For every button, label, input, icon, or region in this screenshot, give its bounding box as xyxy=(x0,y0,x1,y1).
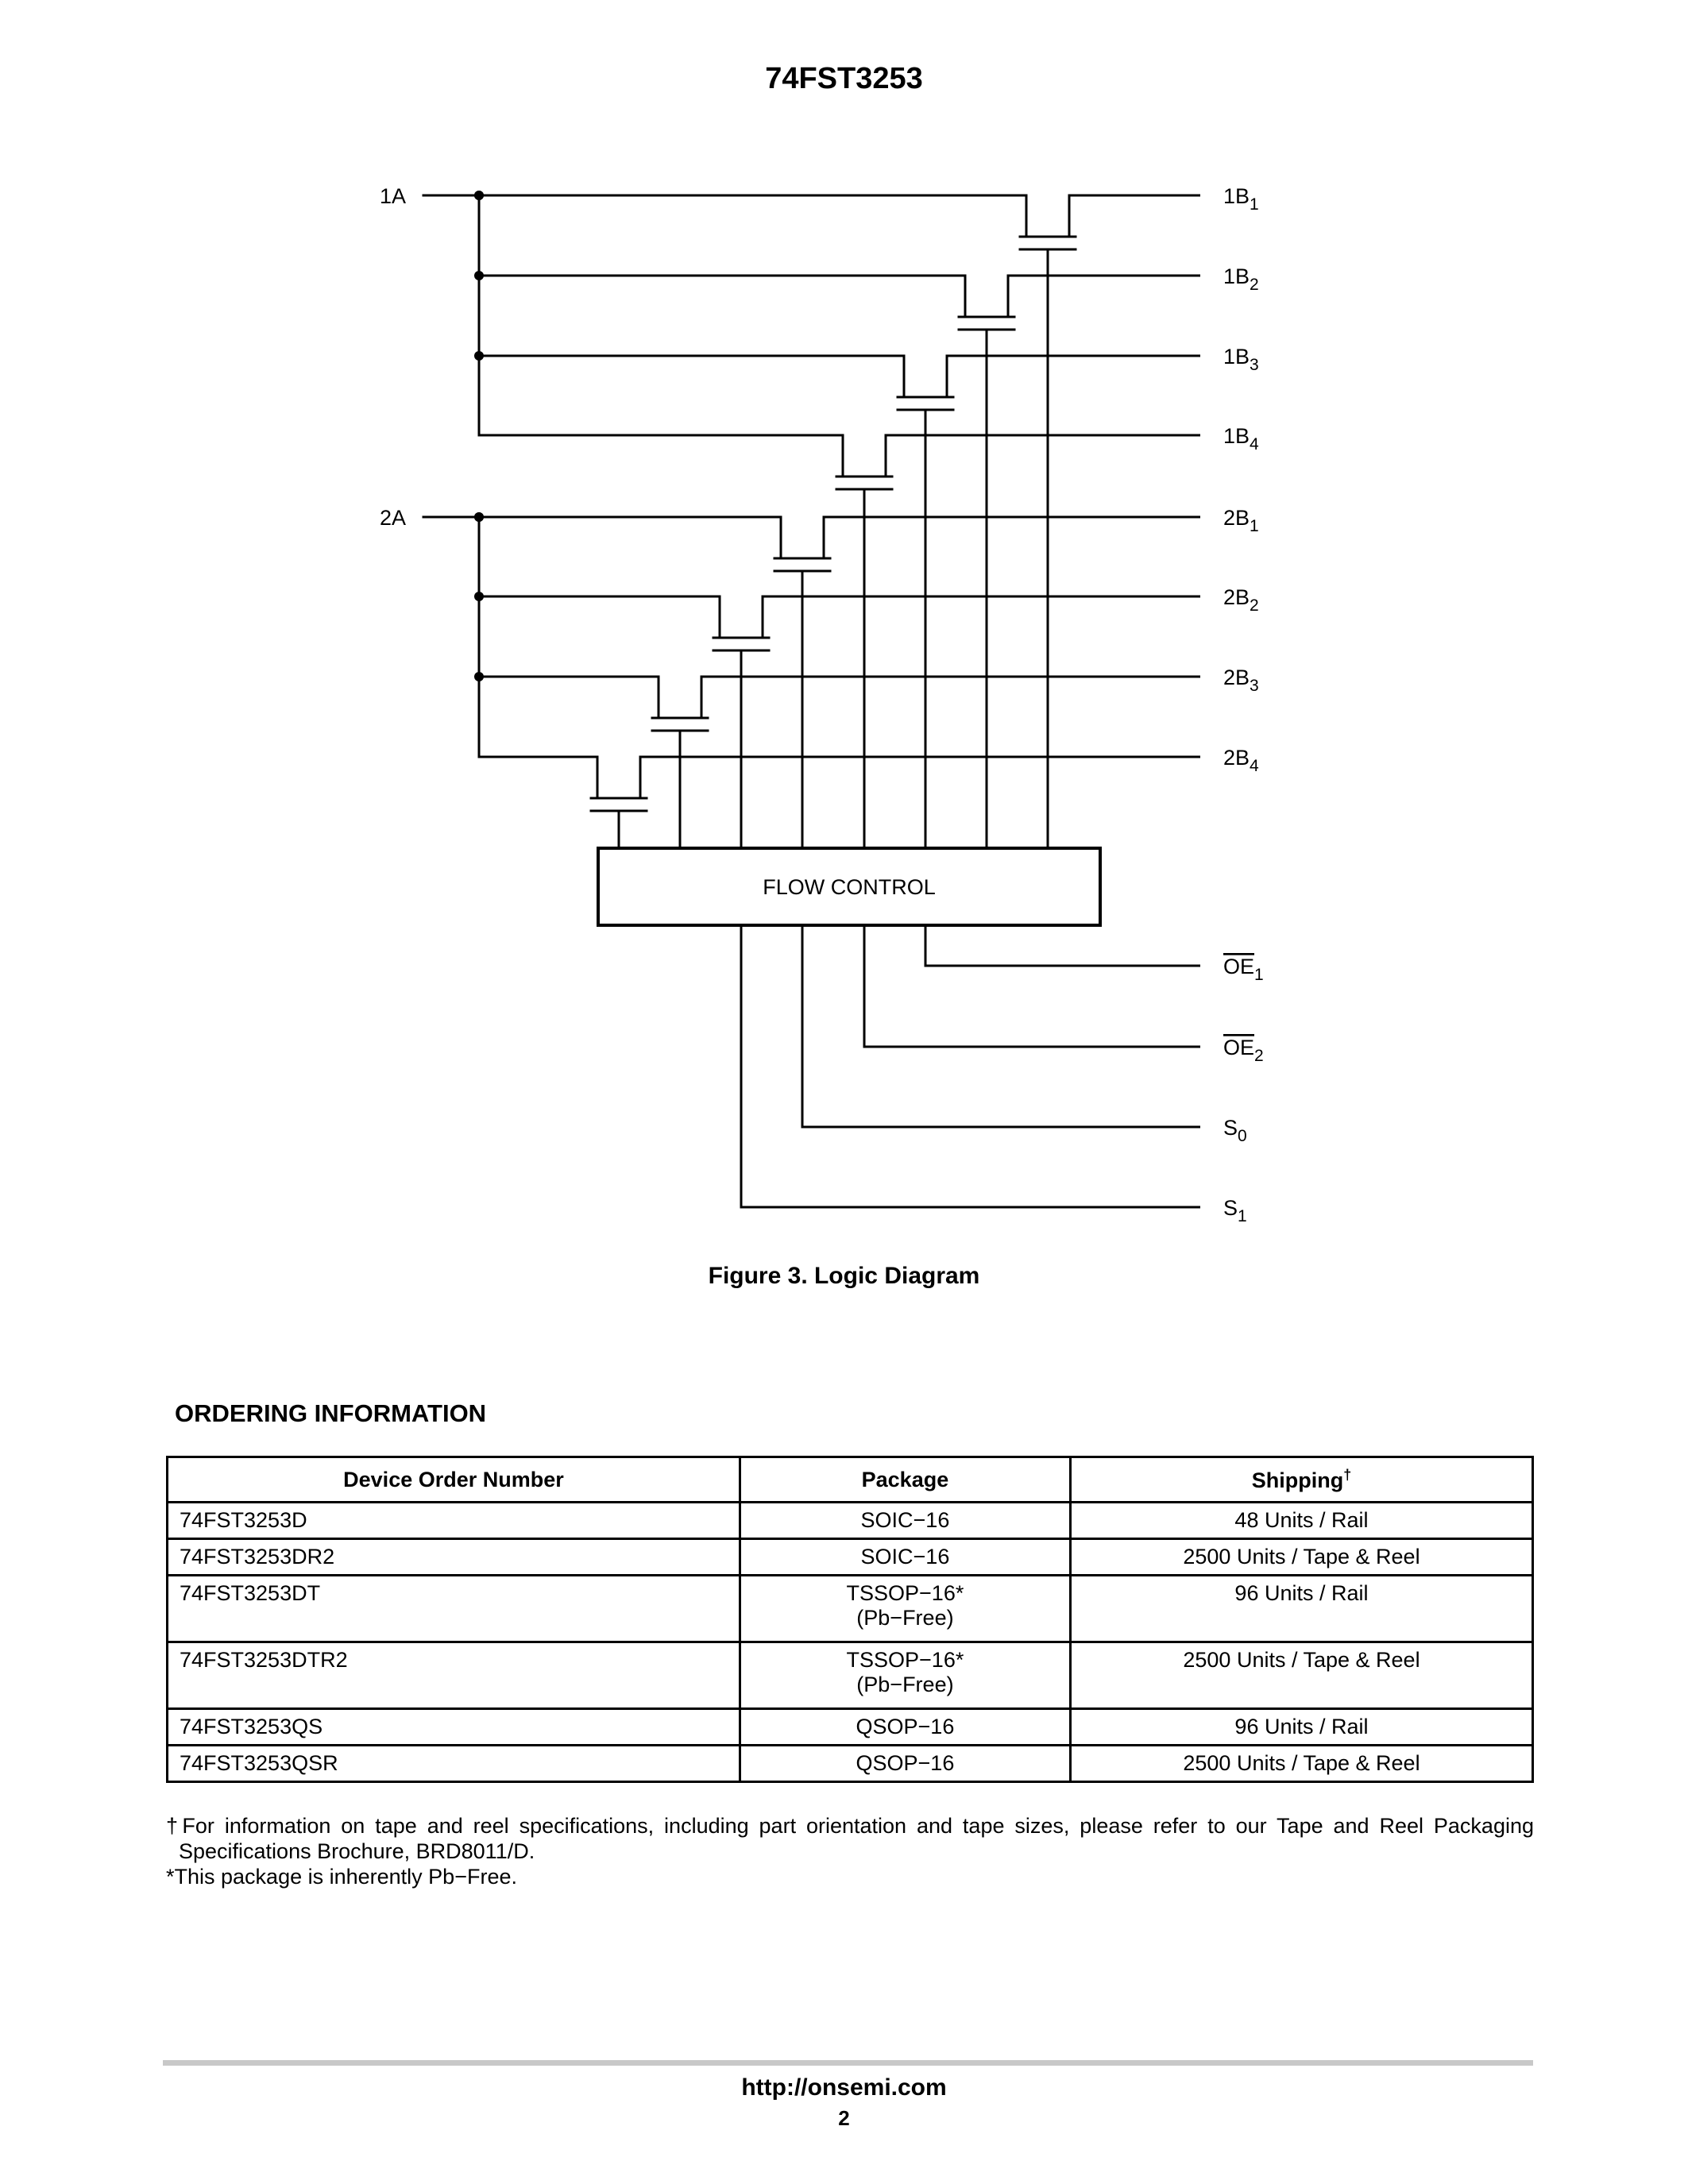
shipping-method: 2500 Units / Tape & Reel xyxy=(1070,1642,1532,1709)
device-order-number: 74FST3253QS xyxy=(168,1709,740,1746)
flow-control-label: FLOW CONTROL xyxy=(763,875,936,899)
control-label-base: OE xyxy=(1223,955,1255,978)
device-order-number: 74FST3253DTR2 xyxy=(168,1642,740,1709)
output-label-subscript: 4 xyxy=(1250,435,1259,453)
control-label-base: S xyxy=(1223,1196,1238,1220)
switch-source-wire xyxy=(479,517,781,558)
junction-dot xyxy=(474,672,484,681)
output-label xyxy=(1223,345,1259,374)
table-row xyxy=(168,1503,1533,1539)
page-number: 2 xyxy=(838,2106,850,2130)
output-label xyxy=(1223,424,1259,453)
footnotes xyxy=(166,1813,1534,1889)
output-label-subscript: 3 xyxy=(1250,677,1259,695)
output-label-subscript: 1 xyxy=(1250,517,1259,535)
control-label-base: OE xyxy=(1223,1036,1255,1059)
table-header-row xyxy=(168,1457,1533,1503)
control-label xyxy=(1223,1116,1247,1145)
control-input-wire xyxy=(741,925,1200,1207)
control-input-wire xyxy=(925,925,1200,966)
input-1a-label: 1A xyxy=(380,184,407,208)
junction-dot xyxy=(474,512,484,522)
switch-source-wire xyxy=(479,596,720,638)
output-label-subscript: 1 xyxy=(1250,195,1259,214)
output-label-base: 2B xyxy=(1223,666,1250,689)
table-row xyxy=(168,1642,1533,1709)
package-cell xyxy=(740,1642,1070,1709)
switch-output-wire xyxy=(824,517,1200,558)
package-name: SOIC−16 xyxy=(860,1545,950,1569)
switch-source-wire xyxy=(479,435,843,477)
table-row xyxy=(168,1576,1533,1642)
switch-output-wire xyxy=(763,596,1200,638)
header-device: Device Order Number xyxy=(168,1457,740,1503)
output-label xyxy=(1223,184,1259,214)
output-label xyxy=(1223,746,1259,775)
header-shipping xyxy=(1070,1457,1532,1503)
shipping-method: 96 Units / Rail xyxy=(1070,1576,1532,1642)
package-note: (Pb−Free) xyxy=(856,1673,954,1696)
output-label-subscript: 2 xyxy=(1250,596,1259,615)
output-label-base: 1B xyxy=(1223,345,1250,369)
footnote-tape-reel: †For information on tape and reel specifications, including part orientation and tape sizes, please refer to our Tape and Reel Packaging Specifications Brochure, BRD8011/D. xyxy=(166,1814,1534,1863)
shipping-method: 96 Units / Rail xyxy=(1070,1709,1532,1746)
switch-output-wire xyxy=(886,435,1200,477)
switch-source-wire xyxy=(479,276,965,317)
control-label-subscript: 2 xyxy=(1254,1047,1264,1065)
package-cell xyxy=(740,1576,1070,1642)
package-name: TSSOP−16* xyxy=(846,1648,964,1672)
footer-url[interactable]: http://onsemi.com xyxy=(741,2074,947,2101)
output-label xyxy=(1223,585,1259,615)
page-title: 74FST3253 xyxy=(765,62,923,95)
switch-output-wire xyxy=(640,757,1200,798)
output-label-subscript: 2 xyxy=(1250,276,1259,294)
package-cell xyxy=(740,1503,1070,1539)
output-label-base: 1B xyxy=(1223,264,1250,288)
output-label-subscript: 4 xyxy=(1250,757,1259,775)
switch-source-wire xyxy=(479,195,1026,237)
device-order-number: 74FST3253QSR xyxy=(168,1746,740,1782)
junction-dot xyxy=(474,592,484,601)
switch-output-wire xyxy=(1069,195,1200,237)
control-input-wire xyxy=(802,925,1200,1127)
switch-output-wire xyxy=(947,356,1200,397)
control-label xyxy=(1223,1036,1264,1065)
control-label xyxy=(1223,955,1264,984)
dagger-mark: † xyxy=(1343,1466,1352,1483)
control-label-base: S xyxy=(1223,1116,1238,1140)
output-label xyxy=(1223,264,1259,294)
output-label-base: 1B xyxy=(1223,424,1250,448)
input-2a-label: 2A xyxy=(380,506,407,530)
device-order-number: 74FST3253DR2 xyxy=(168,1539,740,1576)
header-shipping-label: Shipping xyxy=(1251,1468,1344,1492)
output-label-base: 2B xyxy=(1223,746,1250,770)
junction-dot xyxy=(474,271,484,280)
header-package: Package xyxy=(740,1457,1070,1503)
output-label-base: 2B xyxy=(1223,506,1250,530)
control-label xyxy=(1223,1196,1247,1225)
package-name: QSOP−16 xyxy=(856,1715,955,1738)
shipping-method: 48 Units / Rail xyxy=(1070,1503,1532,1539)
shipping-method: 2500 Units / Tape & Reel xyxy=(1070,1539,1532,1576)
package-name: TSSOP−16* xyxy=(846,1581,964,1605)
package-cell xyxy=(740,1746,1070,1782)
junction-dot xyxy=(474,351,484,361)
switch-output-wire xyxy=(1008,276,1200,317)
footer-divider xyxy=(163,2060,1533,2066)
table-row xyxy=(168,1746,1533,1782)
package-note: (Pb−Free) xyxy=(856,1606,954,1630)
switch-source-wire xyxy=(479,757,597,798)
figure-caption: Figure 3. Logic Diagram xyxy=(708,1263,980,1289)
ordering-table xyxy=(166,1456,1534,1783)
shipping-method: 2500 Units / Tape & Reel xyxy=(1070,1746,1532,1782)
output-label xyxy=(1223,506,1259,535)
footnote-pb-free: *This package is inherently Pb−Free. xyxy=(166,1865,517,1889)
package-name: QSOP−16 xyxy=(856,1751,955,1775)
switch-output-wire xyxy=(701,677,1200,718)
table-row xyxy=(168,1709,1533,1746)
table-row xyxy=(168,1539,1533,1576)
package-cell xyxy=(740,1539,1070,1576)
control-label-subscript: 1 xyxy=(1254,966,1264,984)
output-label xyxy=(1223,666,1259,695)
device-order-number: 74FST3253DT xyxy=(168,1576,740,1642)
package-name: SOIC−16 xyxy=(860,1508,950,1532)
junction-dot xyxy=(474,191,484,200)
switch-source-wire xyxy=(479,677,659,718)
package-cell xyxy=(740,1709,1070,1746)
control-label-subscript: 0 xyxy=(1238,1127,1247,1145)
output-label-subscript: 3 xyxy=(1250,356,1259,374)
control-input-wire xyxy=(864,925,1200,1047)
device-order-number: 74FST3253D xyxy=(168,1503,740,1539)
ordering-section-title: ORDERING INFORMATION xyxy=(175,1399,487,1427)
switch-source-wire xyxy=(479,356,904,397)
output-label-base: 1B xyxy=(1223,184,1250,208)
output-label-base: 2B xyxy=(1223,585,1250,609)
control-label-subscript: 1 xyxy=(1238,1207,1247,1225)
